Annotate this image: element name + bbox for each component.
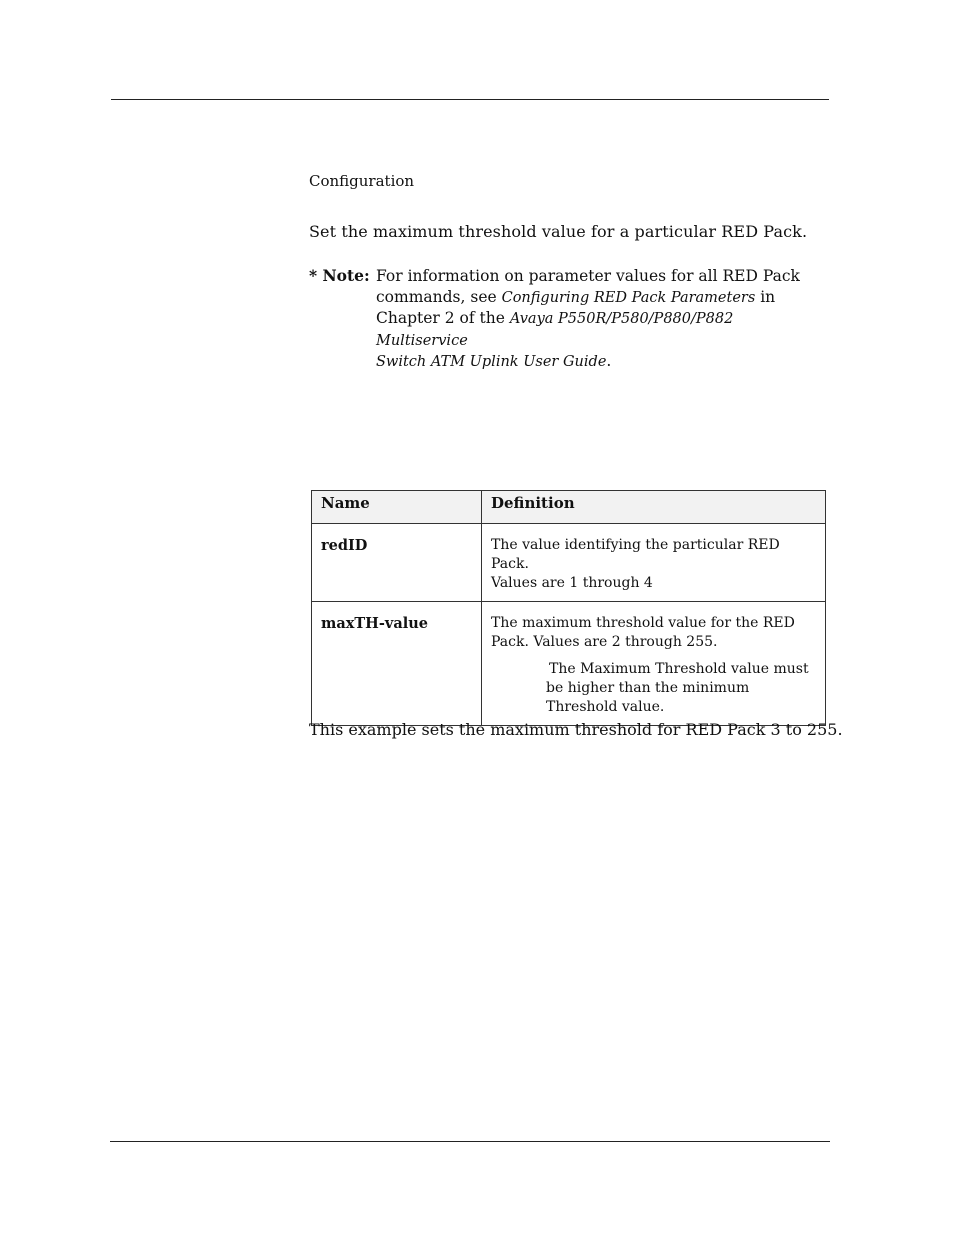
footer-rule <box>110 1141 830 1142</box>
note-xref-book: Avaya P550R/P580/P880/P882 Multiservice <box>376 311 734 349</box>
parameter-table <box>311 490 826 726</box>
param-name: maxTH-value <box>312 602 482 726</box>
definition-note <box>546 660 816 717</box>
note-xref-book-cont: Switch ATM Uplink User Guide <box>376 354 607 370</box>
note-text: Chapter 2 of the <box>376 309 510 327</box>
definition-note-line: Threshold value. <box>546 699 665 715</box>
command-description: Set the maximum threshold value for a particular RED Pack. <box>309 222 808 241</box>
note-text: . <box>606 352 612 370</box>
param-definition <box>482 524 826 602</box>
table-header-row <box>312 491 826 524</box>
note-line-2 <box>376 287 819 309</box>
definition-note-text: The Maximum Threshold value must <box>549 661 809 677</box>
definition-line: Pack. Values are 2 through 255. <box>491 634 718 650</box>
param-definition <box>482 602 826 726</box>
definition-line: Values are 1 through 4 <box>491 575 653 591</box>
note-line-4 <box>376 351 819 373</box>
note-body <box>376 266 819 373</box>
definition-note-line <box>546 660 816 679</box>
definition-note-line: be higher than the minimum <box>546 680 750 696</box>
table-row <box>312 524 826 602</box>
definition-line: The value identifying the particular RED Pack. <box>491 537 780 572</box>
column-header-name: Name <box>312 491 482 524</box>
note-label: * Note: <box>309 266 370 285</box>
note-text: in <box>755 287 776 306</box>
note-line-3 <box>376 308 819 351</box>
table-row <box>312 602 826 726</box>
note-line-1: For information on parameter values for all RED Pack <box>376 267 800 285</box>
command-mode: Configuration <box>309 172 415 190</box>
param-name: redID <box>312 524 482 602</box>
note-block <box>309 266 819 373</box>
definition-line: The maximum threshold value for the RED <box>491 615 795 631</box>
note-text: commands, see <box>376 287 502 306</box>
note-xref-section: Configuring RED Pack Parameters <box>501 289 756 306</box>
column-header-definition: Definition <box>482 491 826 524</box>
header-rule <box>111 99 829 100</box>
example-text: This example sets the maximum threshold for RED Pack 3 to 255. <box>309 720 843 739</box>
